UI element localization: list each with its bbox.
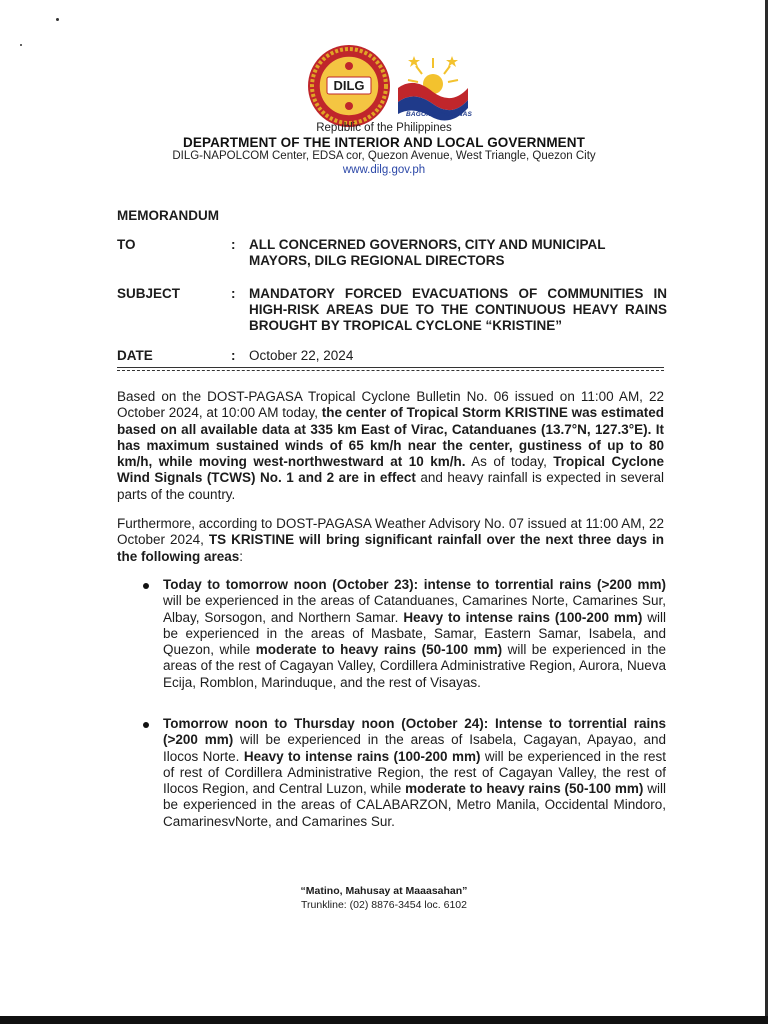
republic-line: Republic of the Philippines [316,122,452,134]
department-website-link[interactable]: www.dilg.gov.ph [342,164,426,176]
footer-motto: “Matino, Mahusay at Maaasahan” [300,885,468,897]
list-item: Tomorrow noon to Thursday noon (October 24): Intense to torrential rains (>200 mm) will be experienced in the areas of Isabela, Cagayan, Apayao, and Ilocos Norte. Heavy to intense rains (100-200 mm) will be experienced in the rest of rest of Cordillera Administrative Region, the rest of Cagayan Valley, the rest of Ilocos Region, and Central Luzon, while moderate to heavy rains (50-100 mm) will be experienced in the areas of CALABARZON, Metro Manila, Occidental Mindoro, CamarinesvNorte, and Camarines Sur. [140,716,666,830]
rainfall-bullet-today [140,577,666,691]
subject-label: SUBJECT [117,286,181,301]
rainfall-bullet-tomorrow [140,716,666,830]
scan-speck [56,18,59,21]
department-address: DILG-NAPOLCOM Center, EDSA cor, Quezon Avenue, West Triangle, Quezon City [172,150,596,162]
bullet-dot-icon [143,583,149,589]
memo-title: MEMORANDUM [117,208,219,223]
date-colon: : [231,348,236,363]
date-value: October 22, 2024 [249,348,354,363]
subject-colon: : [231,286,236,301]
bagong-pilipinas-label: BAGONG PILIPINAS [406,111,473,118]
header-divider-double [117,370,664,371]
to-colon: : [231,237,236,252]
list-item: Today to tomorrow noon (October 23): intense to torrential rains (>200 mm) will be experienced in the areas of Catanduanes, Camarines Norte, Camarines Sur, Albay, Sorsogon, and Northern Samar. Heavy to intense rains (100-200 mm) will be experienced in the areas of Masbate, Samar, Eastern Samar, Isabela, and Quezon, while moderate to heavy rains (50-100 mm) will be experienced in the areas of the rest of Cagayan Valley, Cordillera Administrative Region, Aurora, Nueva Ecija, Romblon, Marinduque, and the rest of Visayas. [140,577,666,691]
body-paragraph-advisory: Furthermore, according to DOST-PAGASA Weather Advisory No. 07 issued at 11:00 AM, 22 October 2024, TS KRISTINE will bring significant rainfall over the next three days in the following areas: [117,516,665,564]
bullet-dot-icon [143,722,149,728]
date-label: DATE [117,348,153,363]
header-logos [0,44,768,124]
scan-bottom-edge [0,1016,768,1024]
to-value: ALL CONCERNED GOVERNORS, CITY AND MUNICIPAL MAYORS, DILG REGIONAL DIRECTORS [249,237,606,268]
seal-text: DILG [333,78,365,93]
dilg-seal-logo [307,44,391,128]
department-name: DEPARTMENT OF THE INTERIOR AND LOCAL GOVERNMENT [183,135,585,150]
footer-trunkline: Trunkline: (02) 8876-3454 loc. 6102 [301,899,467,911]
body-paragraph-bulletin: Based on the DOST-PAGASA Tropical Cyclone Bulletin No. 06 issued on 11:00 AM, 22 October 2024, at 10:00 AM today, the center of Tropical Storm KRISTINE was estimated based on all available data at 335 km East of Virac, Catanduanes (13.7°N, 127.3°E). It has maximum sustained winds of 65 km/h near the center, gustiness of up to 80 km/h, while moving west-northwestward at 10 km/h. As of today, Tropical Cyclone Wind Signals (TCWS) No. 1 and 2 are in effect and heavy rainfall is expected in several parts of the country. [117,389,665,502]
subject-value: MANDATORY FORCED EVACUATIONS OF COMMUNITIES IN HIGH-RISK AREAS DUE TO THE CONTINUOUS HEAVY RAINS BROUGHT BY TROPICAL CYCLONE “KRISTINE” [249,286,667,333]
to-label: TO [117,237,136,252]
header-divider [117,367,664,368]
